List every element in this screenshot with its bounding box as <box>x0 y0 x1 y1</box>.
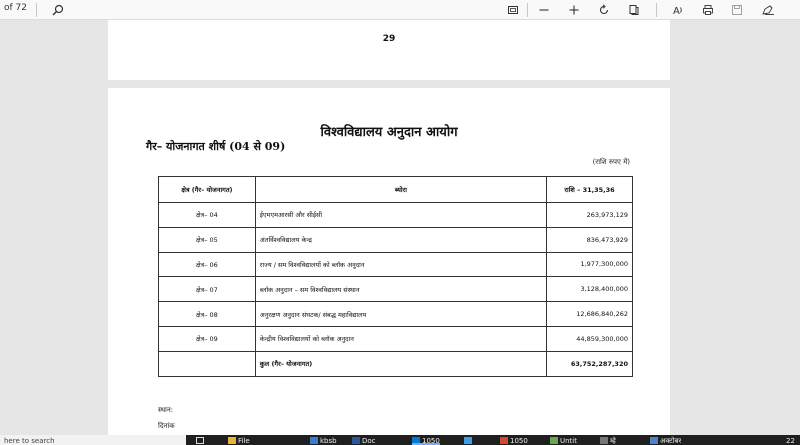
browser-icon <box>310 437 318 444</box>
amount-cell: 1,977,300,000 <box>547 252 633 277</box>
area-cell: क्षेत्र– 04 <box>159 203 256 228</box>
amount-cell: 12,686,840,262 <box>547 302 633 327</box>
column-header: क्षेत्र (गैर– योजनागत) <box>159 177 256 203</box>
svg-text:A: A <box>673 6 680 16</box>
search-icon[interactable] <box>50 2 66 18</box>
zoom-out-icon[interactable] <box>536 2 552 18</box>
table-row <box>159 252 633 277</box>
taskbar-item-label: File <box>238 437 250 445</box>
total-amount: 63,752,287,320 <box>547 351 633 376</box>
amount-cell: 3,128,400,000 <box>547 277 633 302</box>
two-page-icon[interactable] <box>626 2 642 18</box>
taskbar-item-explorer[interactable] <box>228 435 250 445</box>
taskbar-item-label: 1050 <box>422 437 440 445</box>
window-icon <box>650 437 658 444</box>
edge-icon <box>412 437 420 444</box>
folder-icon <box>228 437 236 444</box>
task-view-icon[interactable] <box>196 435 206 445</box>
taskbar-item-app[interactable] <box>464 435 474 445</box>
taskbar-clock[interactable]: 22 <box>786 437 795 445</box>
column-header: राशि – 31,35,36 <box>547 177 633 203</box>
taskbar-item-label: म्हे <box>610 437 616 445</box>
description-cell: ब्लॉक अनुदान – सम विश्वविद्यालय संस्थान <box>255 277 546 302</box>
toolbar-divider <box>656 3 657 17</box>
unit-note: (राशि रुपए में) <box>592 158 630 166</box>
word-icon <box>352 437 360 444</box>
viewer-toolbar <box>0 0 800 20</box>
rotate-icon[interactable] <box>596 2 612 18</box>
description-cell: केन्द्रीय विश्वविद्यालयों को ब्लॉक अनुदान <box>255 326 546 351</box>
budget-table <box>158 176 633 377</box>
more-icon[interactable] <box>760 2 776 18</box>
read-aloud-icon[interactable] <box>670 2 686 18</box>
app-icon <box>464 437 472 444</box>
table-row <box>159 227 633 252</box>
taskbar-item-label: Doc <box>362 437 376 445</box>
area-cell: क्षेत्र– 08 <box>159 302 256 327</box>
pdf-page <box>108 20 670 80</box>
area-cell: क्षेत्र– 07 <box>159 277 256 302</box>
table-row <box>159 326 633 351</box>
table-header-row <box>159 177 633 203</box>
area-cell: क्षेत्र– 05 <box>159 227 256 252</box>
taskbar-item-edge[interactable] <box>412 435 440 445</box>
notepad-icon <box>550 437 558 444</box>
document-title: विश्वविद्यालय अनुदान आयोग <box>320 125 458 140</box>
table-total-row <box>159 351 633 376</box>
save-icon[interactable] <box>729 2 745 18</box>
taskbar-item-notepad[interactable] <box>550 435 577 445</box>
place-label: स्थान: <box>158 406 174 414</box>
window-icon <box>600 437 608 444</box>
page-number: 29 <box>382 34 396 44</box>
total-empty-cell <box>159 351 256 376</box>
description-cell: अंतर्विश्वविद्यालय केन्द्र <box>255 227 546 252</box>
taskbar-item-pdf[interactable] <box>500 435 528 445</box>
toolbar-divider <box>527 3 528 17</box>
page-count: of 72 <box>4 3 27 13</box>
date-label: दिनांक <box>158 422 175 430</box>
taskbar-item-label: kbsb <box>320 437 337 445</box>
taskbar-item-label: 1050 <box>510 437 528 445</box>
area-cell: क्षेत्र– 06 <box>159 252 256 277</box>
taskbar-search[interactable]: here to search <box>0 435 186 445</box>
fit-page-icon[interactable] <box>505 2 521 18</box>
description-cell: अनुरक्षण अनुदान संघटक/ संबद्ध महाविद्यालय <box>255 302 546 327</box>
document-subtitle: गैर– योजनागत शीर्ष (04 से 09) <box>146 140 286 153</box>
taskbar-item-word[interactable] <box>352 435 376 445</box>
area-cell: क्षेत्र– 09 <box>159 326 256 351</box>
description-cell: ईएमएमआरसी और सीईसी <box>255 203 546 228</box>
pdf-page <box>108 88 670 445</box>
table-row <box>159 277 633 302</box>
zoom-in-icon[interactable] <box>566 2 582 18</box>
print-icon[interactable] <box>700 2 716 18</box>
taskbar-item-label: Untit <box>560 437 577 445</box>
column-header: ब्योरा <box>255 177 546 203</box>
description-cell: राज्य / सम विश्वविद्यालयों को ब्लॉक अनुदान <box>255 252 546 277</box>
toolbar-divider <box>36 3 37 17</box>
taskbar-item-browser[interactable] <box>310 435 337 445</box>
windows-taskbar <box>0 435 800 445</box>
taskbar-item-other[interactable] <box>650 435 681 445</box>
amount-cell: 44,859,300,000 <box>547 326 633 351</box>
taskbar-item-label: अक्टोबर <box>660 437 682 445</box>
total-label: कुल (गैर– योजनागत) <box>255 351 546 376</box>
table-row <box>159 203 633 228</box>
taskbar-item-other[interactable] <box>600 435 616 445</box>
table-row <box>159 302 633 327</box>
pdf-icon <box>500 437 508 444</box>
amount-cell: 263,973,129 <box>547 203 633 228</box>
amount-cell: 836,473,929 <box>547 227 633 252</box>
